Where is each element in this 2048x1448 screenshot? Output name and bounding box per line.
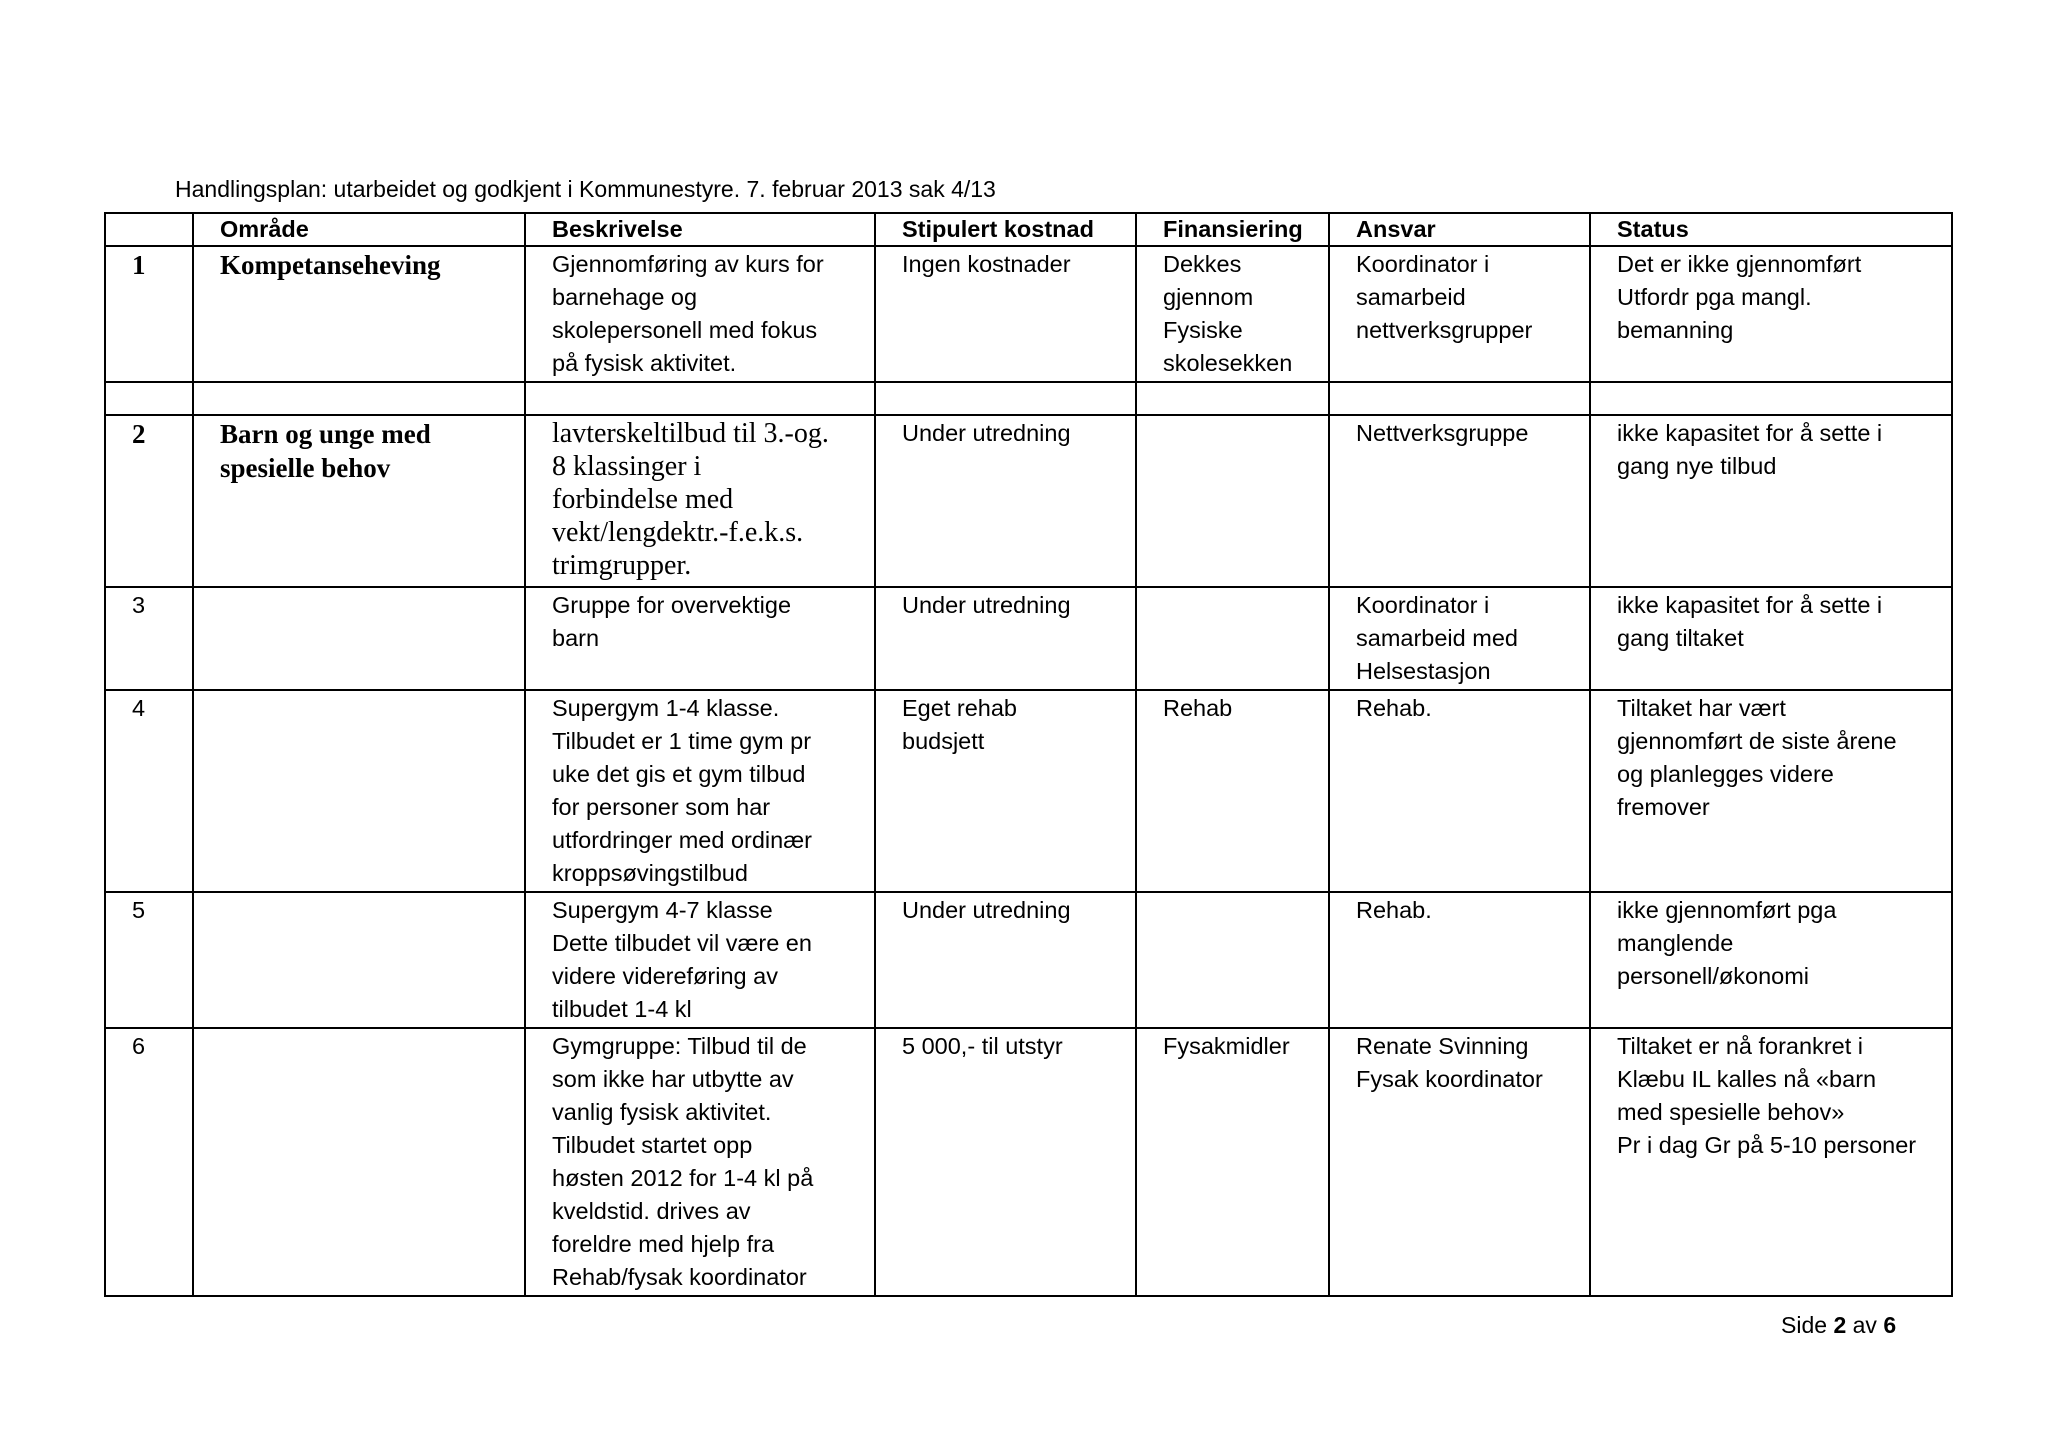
action-plan-table <box>104 212 1953 1297</box>
row-beskrivelse: Gymgruppe: Tilbud til de som ikke har utbytte av vanlig fysisk aktivitet. Tilbudet startet opp høsten 2012 for 1-4 kl på kveldstid. drives av foreldre med hjelp fra Rehab/fysak koordinator <box>525 1028 875 1296</box>
row-finansiering <box>1136 415 1329 587</box>
row-num: 3 <box>105 587 193 690</box>
row-omrade: Kompetanseheving <box>193 246 525 382</box>
header-status: Status <box>1590 213 1952 246</box>
row-finansiering <box>1136 892 1329 1028</box>
row-omrade <box>193 587 525 690</box>
row-kostnad <box>875 382 1136 415</box>
row-num: 2 <box>105 415 193 587</box>
row-beskrivelse: Supergym 1-4 klasse. Tilbudet er 1 time gym pr uke det gis et gym tilbud for personer som har utfordringer med ordinær kroppsøvingstilbud <box>525 690 875 892</box>
row-finansiering: Rehab <box>1136 690 1329 892</box>
header-finansiering: Finansiering <box>1136 213 1329 246</box>
row-num <box>105 382 193 415</box>
header-beskrivelse: Beskrivelse <box>525 213 875 246</box>
row-finansiering <box>1136 382 1329 415</box>
row-ansvar <box>1329 382 1590 415</box>
row-omrade <box>193 1028 525 1296</box>
row-ansvar: Koordinator i samarbeid med Helsestasjon <box>1329 587 1590 690</box>
document-heading: Handlingsplan: utarbeidet og godkjent i Kommunestyre. 7. februar 2013 sak 4/13 <box>175 176 996 202</box>
row-kostnad: 5 000,- til utstyr <box>875 1028 1136 1296</box>
row-finansiering: Fysakmidler <box>1136 1028 1329 1296</box>
row-kostnad: Under utredning <box>875 892 1136 1028</box>
row-status <box>1590 382 1952 415</box>
row-beskrivelse: Gruppe for overvektige barn <box>525 587 875 690</box>
footer-side-label: Side <box>1781 1312 1828 1338</box>
footer-of-label: av <box>1852 1312 1877 1338</box>
row-beskrivelse <box>525 382 875 415</box>
row-status: Det er ikke gjennomført Utfordr pga mangl. bemanning <box>1590 246 1952 382</box>
row-num: 1 <box>105 246 193 382</box>
row-ansvar: Koordinator i samarbeid nettverksgrupper <box>1329 246 1590 382</box>
row-omrade <box>193 690 525 892</box>
row-status: ikke gjennomført pga manglende personell/økonomi <box>1590 892 1952 1028</box>
row-status: Tiltaket har vært gjennomført de siste årene og planlegges videre fremover <box>1590 690 1952 892</box>
row-finansiering: Dekkes gjennom Fysiske skolesekken <box>1136 246 1329 382</box>
row-num: 5 <box>105 892 193 1028</box>
row-ansvar: Rehab. <box>1329 690 1590 892</box>
table-row-empty <box>105 382 1952 415</box>
table-header-row <box>105 213 1952 246</box>
table-row <box>105 587 1952 690</box>
footer-page-number: 2 <box>1833 1312 1847 1338</box>
table-row <box>105 1028 1952 1296</box>
row-kostnad: Ingen kostnader <box>875 246 1136 382</box>
row-omrade: Barn og unge med spesielle behov <box>193 415 525 587</box>
row-kostnad: Under utredning <box>875 587 1136 690</box>
row-status: ikke kapasitet for å sette i gang nye tilbud <box>1590 415 1952 587</box>
row-kostnad: Under utredning <box>875 415 1136 587</box>
row-beskrivelse: Supergym 4-7 klasse Dette tilbudet vil være en videre videreføring av tilbudet 1-4 kl <box>525 892 875 1028</box>
header-omrade: Område <box>193 213 525 246</box>
header-num <box>105 213 193 246</box>
header-ansvar: Ansvar <box>1329 213 1590 246</box>
row-status: Tiltaket er nå forankret i Klæbu IL kalles nå «barn med spesielle behov» Pr i dag Gr på 5-10 personer <box>1590 1028 1952 1296</box>
row-omrade <box>193 382 525 415</box>
row-beskrivelse: lavterskeltilbud til 3.-og. 8 klassinger i forbindelse med vekt/lengdektr.-f.e.k.s. trimgrupper. <box>525 415 875 587</box>
row-status: ikke kapasitet for å sette i gang tiltaket <box>1590 587 1952 690</box>
row-kostnad: Eget rehab budsjett <box>875 690 1136 892</box>
table-row <box>105 892 1952 1028</box>
table-row <box>105 246 1952 382</box>
table-row <box>105 690 1952 892</box>
row-beskrivelse: Gjennomføring av kurs for barnehage og skolepersonell med fokus på fysisk aktivitet. <box>525 246 875 382</box>
row-ansvar: Rehab. <box>1329 892 1590 1028</box>
footer-page-total: 6 <box>1883 1312 1897 1338</box>
page-footer <box>1781 1312 1896 1339</box>
row-finansiering <box>1136 587 1329 690</box>
row-omrade <box>193 892 525 1028</box>
row-ansvar: Renate Svinning Fysak koordinator <box>1329 1028 1590 1296</box>
row-num: 6 <box>105 1028 193 1296</box>
row-num: 4 <box>105 690 193 892</box>
row-ansvar: Nettverksgruppe <box>1329 415 1590 587</box>
header-kostnad: Stipulert kostnad <box>875 213 1136 246</box>
table-row <box>105 415 1952 587</box>
